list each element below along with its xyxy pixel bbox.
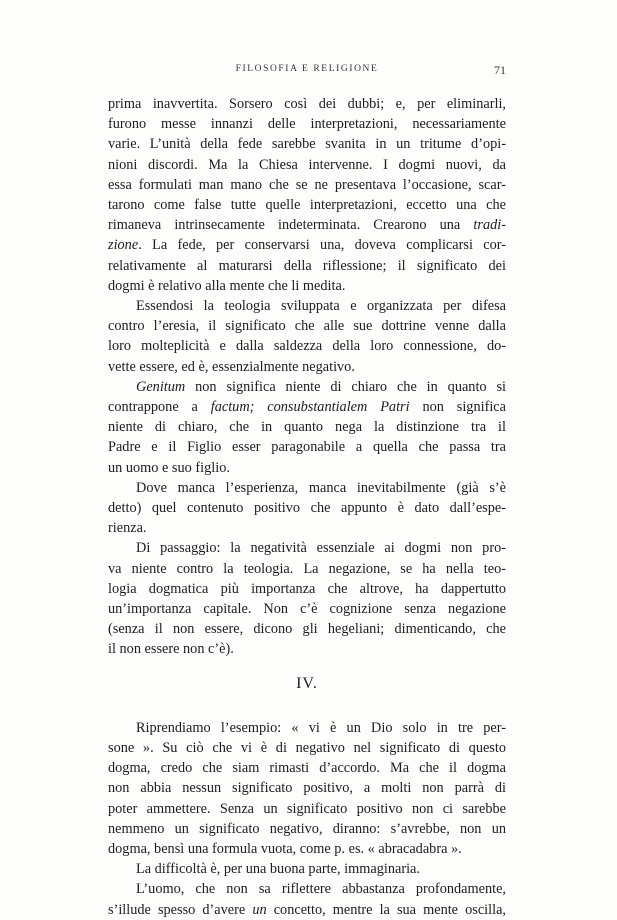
text-line: vette essere, ed è, essenzialmente negativo. — [108, 358, 355, 375]
italic-span: Genitum — [136, 378, 186, 395]
italic-span: zione — [108, 237, 139, 254]
text-line: L’uomo, che non sa riflettere abbastanza profondamente, — [136, 881, 506, 898]
text-line: Riprendiamo l’esempio: « vi è un Dio solo in tre per- — [136, 719, 506, 736]
italic-span: factum; consubstantialem Patri — [210, 399, 410, 416]
text-line: niente di chiaro, che in quanto nega la distinzione tra il — [108, 419, 506, 436]
text-line: nioni discordi. Ma la Chiesa intervenne. I dogmi nuovi, da — [108, 156, 506, 173]
text-line: loro molteplicità e dalla saldezza della loro connessione, do- — [108, 338, 506, 355]
text-line: contro l’eresia, il significato che alle sue dottrine venne dalla — [108, 318, 506, 335]
text-line: (senza il non essere, dicono gli hegeliani; dimenticando, che — [108, 621, 506, 638]
text-span: rimaneva intrinsecamente indeterminata. Crearono una — [108, 217, 474, 234]
text-line — [108, 397, 506, 417]
text-line: varie. L’unità della fede sarebbe svanita in un tritume d’opi- — [108, 136, 506, 153]
italic-span: tradi- — [473, 217, 506, 234]
text-line: sone ». Su ciò che vi è di negativo nel significato di questo — [108, 739, 506, 756]
text-span: contrappone a — [108, 399, 211, 416]
text-line: La difficoltà è, per una buona parte, immaginaria. — [136, 861, 420, 878]
text-line: Dove manca l’esperienza, manca inevitabilmente (già s’è — [136, 479, 506, 496]
italic-span: un — [252, 901, 267, 918]
text-span: concetto, mentre la sua mente oscilla, — [266, 901, 507, 918]
text-span: non significa — [409, 399, 506, 416]
text-line: va niente contro la teologia. La negazione, se ha nella teo- — [108, 560, 506, 577]
text-line: Essendosi la teologia sviluppata e organizzata per difesa — [136, 298, 506, 315]
text-line — [108, 377, 506, 397]
text-line: rienza. — [108, 520, 147, 537]
text-line: prima inavvertita. Sorsero così dei dubbi; e, per eliminarli, — [108, 96, 506, 112]
text-line: dogma, credo che siam rimasti d’accordo. Ma che il dogma — [108, 760, 506, 777]
text-line: essa formulati man mano che se ne presentava l’occasione, scar- — [108, 176, 506, 193]
page-header — [108, 64, 506, 80]
text-line: poter ammettere. Senza un significato positivo non ci sarebbe — [108, 800, 506, 817]
text-line: il non essere non c’è). — [108, 641, 234, 658]
text-line: un uomo e suo figlio. — [108, 459, 230, 476]
text-line — [108, 215, 506, 235]
text-span: non significa niente di chiaro che in quanto si — [185, 378, 506, 395]
text-line: dogma, bensì una formula vuota, come p. es. « abracadabra ». — [108, 840, 462, 857]
text-span: . La fede, per conservarsi una, doveva complicarsi cor- — [138, 237, 506, 254]
text-line: furono messe innanzi delle interpretazioni, necessariamente — [108, 116, 506, 133]
text-line: un’importanza capitale. Non c’è cognizione senza negazione — [108, 601, 506, 618]
text-line: dogmi è relativo alla mente che li medita. — [108, 277, 346, 294]
page-number: 71 — [494, 63, 506, 77]
text-line: detto) quel contenuto positivo che appunto è dato dall’espe- — [108, 500, 506, 517]
text-line: logia dogmatica più importanza che altrove, ha dappertutto — [108, 580, 506, 597]
text-line — [108, 235, 506, 255]
text-line: tarono come false tutte quelle interpretazioni, eccetto una che — [108, 197, 506, 214]
body-text — [108, 94, 506, 920]
text-line: nemmeno un significato negativo, diranno: s’avrebbe, non un — [108, 820, 506, 837]
section-heading: IV. — [296, 674, 318, 692]
text-line — [108, 900, 506, 920]
text-line: Padre e il Figlio esser paragonabile a quella che passa tra — [108, 439, 506, 456]
text-line: non abbia nessun significato positivo, a molti non parrà di — [108, 780, 506, 797]
text-line: Di passaggio: la negatività essenziale ai dogmi non pro- — [136, 540, 506, 557]
text-line: relativamente al maturarsi della riflessione; il significato dei — [108, 257, 506, 274]
running-title: FILOSOFIA E RELIGIONE — [235, 64, 379, 74]
text-span: s’illude spesso d’avere — [108, 901, 253, 918]
